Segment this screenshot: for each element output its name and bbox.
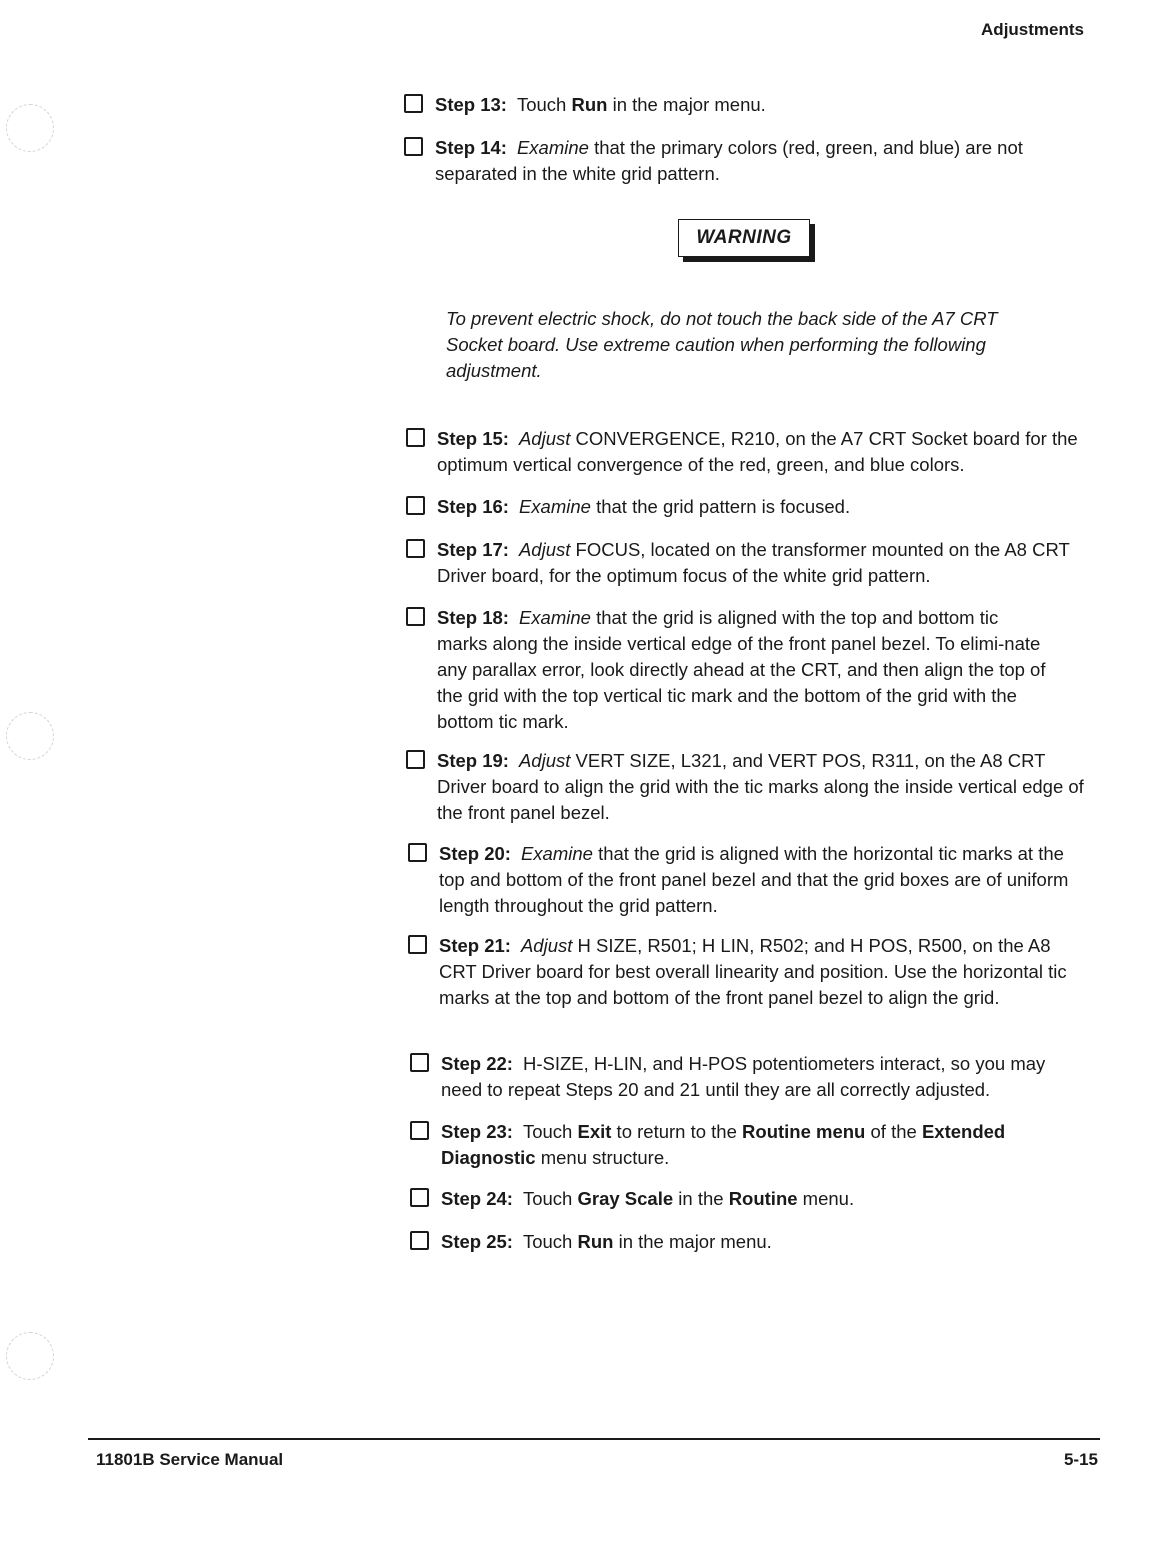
- step-segment: to return to the: [611, 1121, 743, 1142]
- step-text: [437, 537, 1086, 589]
- step-text: [437, 426, 1086, 478]
- step-checkbox[interactable]: [410, 1188, 429, 1207]
- step-label: Step 24:: [441, 1188, 513, 1209]
- step-checkbox[interactable]: [410, 1231, 429, 1250]
- step-checkbox[interactable]: [406, 496, 425, 515]
- step-13: [404, 92, 1084, 118]
- step-segment: of the: [865, 1121, 922, 1142]
- step-21: [408, 933, 1068, 1011]
- step-segment: Touch: [522, 1188, 578, 1209]
- step-label: Step 14:: [435, 137, 507, 158]
- step-17: [406, 537, 1086, 589]
- step-label: Step 22:: [441, 1053, 513, 1074]
- step-label: Step 21:: [439, 935, 511, 956]
- step-emphasis: Extended Diagnostic: [441, 1121, 1006, 1168]
- step-22: [410, 1051, 1090, 1103]
- step-text: [441, 1119, 1070, 1171]
- step-checkbox[interactable]: [410, 1053, 429, 1072]
- step-emphasis: Routine: [728, 1188, 798, 1209]
- step-segment: menu structure.: [535, 1147, 670, 1168]
- step-16: [406, 494, 1086, 520]
- step-segment: that the grid is aligned with the horizontal tic marks at the top and bottom of the front panel bezel and that the grid boxes are of uniform length throughout the grid pattern.: [439, 843, 1069, 916]
- step-emphasis: Exit: [577, 1121, 612, 1142]
- page-number: 5-15: [1063, 1450, 1098, 1469]
- step-checkbox[interactable]: [406, 750, 425, 769]
- step-segment: Touch: [516, 94, 572, 115]
- warning-label: WARNING: [696, 227, 792, 248]
- step-label: Step 16:: [437, 496, 509, 517]
- binder-hole: [6, 104, 54, 152]
- step-checkbox[interactable]: [408, 935, 427, 954]
- step-emphasis: Run: [577, 1231, 614, 1252]
- step-text: [437, 605, 1046, 735]
- step-text: [441, 1051, 1090, 1103]
- step-segment: H SIZE, R501; H LIN, R502; and H POS, R500, on the A8 CRT Driver board for best overall linearity and position. Use the horizontal tic marks at the top and bottom of the front panel bezel to align the grid.: [439, 935, 1067, 1008]
- step-label: Step 25:: [441, 1231, 513, 1252]
- step-segment: Touch: [522, 1231, 578, 1252]
- step-action-verb: Examine: [516, 137, 589, 158]
- step-checkbox[interactable]: [410, 1121, 429, 1140]
- step-action-verb: Adjust: [518, 428, 571, 449]
- step-18: [406, 605, 1046, 735]
- step-text: [435, 92, 1084, 118]
- step-checkbox[interactable]: [406, 428, 425, 447]
- binder-hole: [6, 1332, 54, 1380]
- step-label: Step 15:: [437, 428, 509, 449]
- warning-label-box: [678, 219, 810, 257]
- step-text: [437, 748, 1090, 826]
- step-segment: H-SIZE, H-LIN, and H-POS potentiometers interact, so you may need to repeat Steps 20 and 21 until they are all correctly adjusted.: [441, 1053, 1046, 1100]
- step-segment: that the primary colors (red, green, and blue) are not separated in the white grid pattern.: [435, 137, 1023, 184]
- step-emphasis: Routine menu: [742, 1121, 866, 1142]
- step-text: [441, 1229, 1090, 1255]
- step-segment: menu.: [797, 1188, 855, 1209]
- step-text: [441, 1186, 1090, 1212]
- step-checkbox[interactable]: [406, 607, 425, 626]
- section-header: Adjustments: [981, 20, 1084, 39]
- step-24: [410, 1186, 1090, 1212]
- binder-hole: [6, 712, 54, 760]
- step-label: Step 20:: [439, 843, 511, 864]
- step-action-verb: Examine: [518, 607, 591, 628]
- step-action-verb: Adjust: [518, 539, 571, 560]
- step-action-verb: Adjust: [520, 935, 573, 956]
- step-text: [439, 933, 1068, 1011]
- step-25: [410, 1229, 1090, 1255]
- step-15: [406, 426, 1086, 478]
- step-label: Step 23:: [441, 1121, 513, 1142]
- warning-text: To prevent electric shock, do not touch the back side of the A7 CRT Socket board. Use extreme caution when performing the following adjustment.: [446, 308, 998, 381]
- step-segment: in the major menu.: [613, 1231, 772, 1252]
- step-20: [408, 841, 1088, 919]
- step-checkbox[interactable]: [408, 843, 427, 862]
- step-23: [410, 1119, 1070, 1171]
- step-segment: VERT SIZE, L321, and VERT POS, R311, on the A8 CRT Driver board to align the grid with the tic marks along the inside vertical edge of the front panel bezel.: [437, 750, 1084, 823]
- step-text: [437, 494, 1086, 520]
- step-label: Step 13:: [435, 94, 507, 115]
- step-segment: that the grid is aligned with the top and bottom tic marks along the inside vertical edge of the front panel bezel. To elimi-nate any parallax error, look directly ahead at the CRT, and then align the top of the grid with the top vertical tic mark and the bottom of the grid with the bottom tic mark.: [437, 607, 1046, 732]
- step-text: [439, 841, 1088, 919]
- step-checkbox[interactable]: [404, 137, 423, 156]
- step-checkbox[interactable]: [404, 94, 423, 113]
- step-segment: CONVERGENCE, R210, on the A7 CRT Socket board for the optimum vertical convergence of the red, green, and blue colors.: [437, 428, 1078, 475]
- step-checkbox[interactable]: [406, 539, 425, 558]
- step-text: [435, 135, 1084, 187]
- step-action-verb: Examine: [518, 496, 591, 517]
- footer-rule: [88, 1438, 1100, 1440]
- step-14: [404, 135, 1084, 187]
- step-segment: FOCUS, located on the transformer mounted on the A8 CRT Driver board, for the optimum focus of the white grid pattern.: [437, 539, 1070, 586]
- step-segment: that the grid pattern is focused.: [590, 496, 851, 517]
- step-19: [406, 748, 1090, 826]
- step-action-verb: Adjust: [518, 750, 571, 771]
- step-label: Step 18:: [437, 607, 509, 628]
- step-label: Step 17:: [437, 539, 509, 560]
- step-segment: in the major menu.: [607, 94, 766, 115]
- footer-manual-title: 11801B Service Manual: [96, 1450, 284, 1469]
- step-segment: in the: [673, 1188, 729, 1209]
- step-emphasis: Run: [571, 94, 608, 115]
- step-emphasis: Gray Scale: [577, 1188, 674, 1209]
- step-label: Step 19:: [437, 750, 509, 771]
- step-segment: Touch: [522, 1121, 578, 1142]
- step-action-verb: Examine: [520, 843, 593, 864]
